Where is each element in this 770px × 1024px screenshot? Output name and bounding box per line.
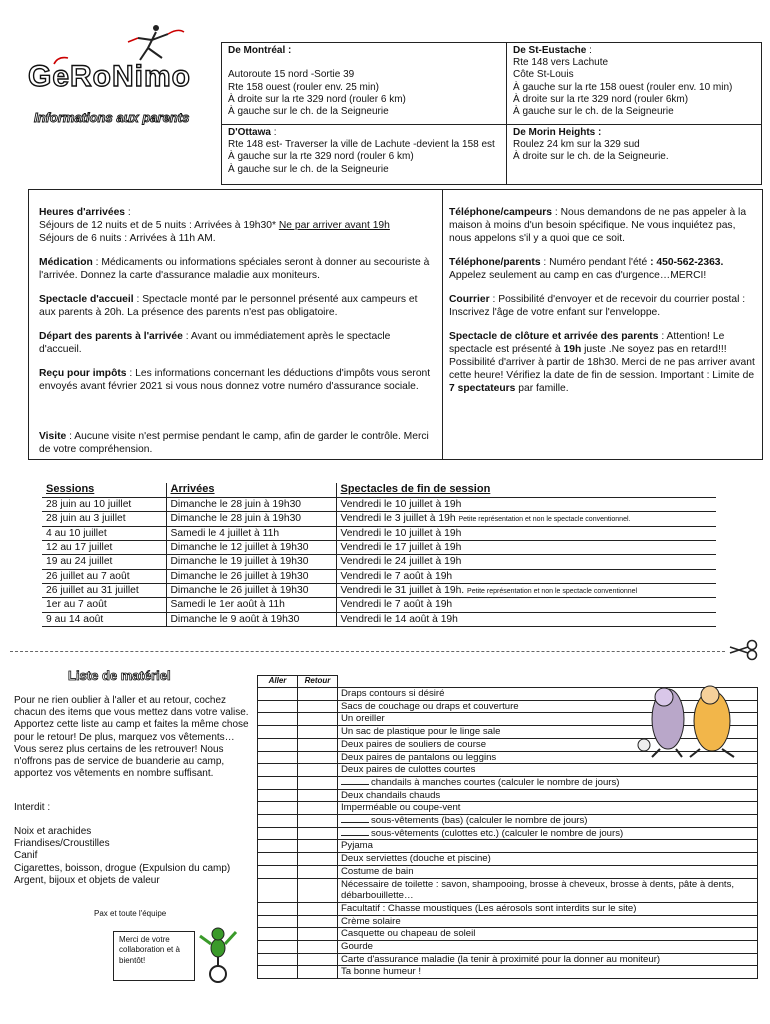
quantity-blank[interactable] (341, 784, 369, 785)
signature-line: Pax et toute l'équipe (94, 909, 167, 918)
checklist-row (258, 802, 758, 815)
checklist-row (258, 915, 758, 928)
info-medication (39, 257, 434, 283)
checklist-row (258, 928, 758, 941)
checklist-item: Deux paires de pantalons ou leggins (338, 751, 758, 764)
session-dates: 26 juillet au 31 juillet (42, 584, 166, 598)
info-phone-parents-text2: Appelez seulement au camp en cas d'urgence…MERCI! (449, 269, 707, 281)
session-row (42, 497, 716, 511)
checklist-header-retour: Retour (298, 676, 338, 688)
directions-table (221, 42, 762, 185)
session-arrival: Samedi le 1er août à 11h (166, 598, 336, 612)
session-show-time: Vendredi le 10 juillet à 19h (340, 498, 462, 510)
checklist-item: Imperméable ou coupe-vent (338, 802, 758, 815)
campers-cartoon-icon (630, 679, 750, 761)
checklist-item: Ta bonne humeur ! (338, 966, 758, 979)
info-mail-text: : Possibilité d'envoyer et de recevoir du courrier postal : Inscrivez l'âge de votre enfant sur l'enveloppe. (449, 293, 746, 318)
frog-unicycle-icon (196, 924, 242, 984)
logo-subtitle: Informations aux parents (34, 110, 190, 125)
checkbox-aller[interactable] (258, 902, 298, 915)
session-show-time: Vendredi le 14 août à 19h (340, 613, 458, 625)
checklist-item: Deux paires de culottes courtes (338, 764, 758, 777)
checklist-item: Deux paires de souliers de course (338, 738, 758, 751)
parent-info-box (28, 189, 763, 460)
info-closing-text1: : Attention! Le spectacle est présenté à (449, 330, 725, 355)
session-dates: 28 juin au 10 juillet (42, 497, 166, 511)
checkbox-retour[interactable] (298, 776, 338, 789)
info-departure-label: Départ des parents à l'arrivée (39, 330, 183, 342)
directions-st-eustache-title: De St-Eustache (513, 45, 587, 56)
info-phone-campers (449, 207, 758, 246)
checkbox-retour[interactable] (298, 688, 338, 701)
directions-montreal (222, 43, 507, 125)
info-phone-campers-label: Téléphone/campeurs (449, 207, 552, 218)
session-show (336, 598, 716, 612)
session-arrival: Dimanche le 28 juin à 19h30 (166, 497, 336, 511)
session-arrival: Dimanche le 12 juillet à 19h30 (166, 540, 336, 554)
info-phone-parents (449, 257, 758, 283)
session-dates: 4 au 10 juillet (42, 526, 166, 540)
checklist-item: Sacs de couchage ou draps et couverture (338, 700, 758, 713)
checkbox-retour[interactable] (298, 726, 338, 739)
checklist-item: Deux serviettes (douche et piscine) (338, 853, 758, 866)
info-closing-show (449, 331, 758, 396)
session-show (336, 569, 716, 583)
directions-st-eustache-suffix: : (586, 45, 592, 56)
session-row (42, 512, 716, 526)
session-dates: 1er au 7 août (42, 598, 166, 612)
checklist-row (258, 865, 758, 878)
cut-line (10, 651, 725, 652)
info-visit-text: : Aucune visite n'est permise pendant le camp, afin de garder le contrôle. Merci de votre compréhension. (39, 431, 429, 455)
info-closing-text3: par famille. (515, 382, 569, 394)
checklist-item: Costume de bain (338, 865, 758, 878)
session-show (336, 612, 716, 626)
checklist-row (258, 764, 758, 777)
checkbox-retour[interactable] (298, 700, 338, 713)
info-show-label: Spectacle d'accueil (39, 293, 134, 305)
session-show (336, 555, 716, 569)
checkbox-retour[interactable] (298, 802, 338, 815)
session-arrival: Dimanche le 28 juin à 19h30 (166, 512, 336, 526)
quantity-blank[interactable] (341, 835, 369, 836)
info-receipt-label: Reçu pour impôts (39, 367, 127, 379)
session-show-time: Vendredi le 3 juillet à 19h (340, 513, 456, 525)
checkbox-retour[interactable] (298, 865, 338, 878)
materials-intro: Pour ne rien oublier à l'aller et au retour, cochez chacun des items que vous mettez dans votre valise. Apportez cette liste au camp et faites la même chose pour le retour! De plus, marquez vos vêtements… Vous serez plus certains de les retrouver! Nous n'offrons pas de service de buanderie au camp, apportez vos vêtements en nombre suffisant. (14, 695, 249, 780)
sessions-header-shows: Spectacles de fin de session (336, 483, 716, 497)
session-show (336, 584, 716, 598)
checkbox-aller[interactable] (258, 865, 298, 878)
checkbox-aller[interactable] (258, 953, 298, 966)
checklist-row (258, 941, 758, 954)
session-row (42, 612, 716, 626)
info-arrivals-line2: Séjours de 6 nuits : Arrivées à 11h AM. (39, 232, 216, 244)
checklist-item: Un oreiller (338, 713, 758, 726)
sessions-table (42, 483, 716, 627)
directions-st-eustache-text: Rte 148 vers Lachute Côte St-Louis À gauche sur la rte 158 ouest (rouler env. 10 min) À droite sur la rte 329 nord (rouler 6km) À gauche sur le ch. de la Seigneurie (513, 57, 733, 117)
session-show-time: Vendredi le 24 juillet à 19h (340, 556, 462, 568)
info-mail (449, 294, 758, 320)
checkbox-aller[interactable] (258, 726, 298, 739)
checkbox-aller[interactable] (258, 827, 298, 840)
checkbox-aller[interactable] (258, 789, 298, 802)
checklist-row (258, 840, 758, 853)
checklist-row (258, 827, 758, 840)
directions-montreal-title: De Montréal : (228, 45, 292, 56)
checkbox-aller[interactable] (258, 764, 298, 777)
camp-logo (28, 14, 192, 125)
checkbox-retour[interactable] (298, 840, 338, 853)
session-note: Petite représentation et non le spectacle conventionnel. (458, 516, 631, 524)
session-arrival: Samedi le 4 juillet à 11h (166, 526, 336, 540)
info-phone-campers-text: : Nous demandons de ne pas appeler à la maison à moins d'un besoin spécifique. Ne vous inquiétez pas, nous appelons s'il y a quoi que ce soit. (449, 207, 747, 244)
checkbox-retour[interactable] (298, 915, 338, 928)
checklist-header-aller: Aller (258, 676, 298, 688)
checklist-item: Deux chandails chauds (338, 789, 758, 802)
checkbox-retour[interactable] (298, 815, 338, 828)
checkbox-aller[interactable] (258, 776, 298, 789)
info-departure (39, 331, 434, 357)
info-closing-text2: juste .Ne soyez pas en retard!!! Possibilité d'arriver à partir de 18h30. Merci de ne pas arriver avant cette heure! Vérifiez la date de fin de session. Important : Limite de (449, 343, 755, 381)
checklist-row (258, 853, 758, 866)
checklist-item: Un sac de plastique pour le linge sale (338, 726, 758, 739)
directions-morin-text: Roulez 24 km sur la 329 sud À droite sur le ch. de la Seigneurie. (513, 139, 669, 163)
session-row (42, 526, 716, 540)
info-receipt (39, 368, 434, 394)
checklist-item-text: sous-vêtements (culottes etc.) (calculer le nombre de jours) (371, 827, 624, 839)
checkbox-aller[interactable] (258, 751, 298, 764)
directions-ottawa-title: D'Ottawa (228, 127, 271, 138)
logo-brand: GeRoNimo (28, 60, 192, 93)
checkbox-aller[interactable] (258, 840, 298, 853)
session-dates: 28 juin au 3 juillet (42, 512, 166, 526)
info-show-text: : Spectacle monté par le personnel présenté aux campeurs et aux parents à 20h. La présence des parents n'est pas obligatoire. (39, 293, 418, 318)
sessions-header-arrivals: Arrivées (166, 483, 336, 497)
session-row (42, 598, 716, 612)
checkbox-aller[interactable] (258, 853, 298, 866)
info-phone-parents-text: : Numéro pendant l'été (540, 256, 651, 268)
checkbox-retour[interactable] (298, 827, 338, 840)
checklist-row (258, 815, 758, 828)
directions-montreal-text: Autoroute 15 nord -Sortie 39 Rte 158 ouest (rouler env. 25 min) À droite sur la rte 329 nord (rouler 6 km) À gauche sur le ch. de la Seigneurie (228, 69, 406, 117)
session-show (336, 497, 716, 511)
checkbox-retour[interactable] (298, 902, 338, 915)
quantity-blank[interactable] (341, 822, 369, 823)
checkbox-aller[interactable] (258, 802, 298, 815)
directions-ottawa-suffix: : (270, 127, 277, 138)
checklist-row (258, 789, 758, 802)
checkbox-retour[interactable] (298, 878, 338, 902)
info-departure-text: : Avant ou immédiatement après le spectacle d'accueil. (39, 330, 391, 355)
checklist-item: Pyjama (338, 840, 758, 853)
session-row (42, 555, 716, 569)
checklist-row (258, 953, 758, 966)
checkbox-retour[interactable] (298, 789, 338, 802)
checklist-item: Casquette ou chapeau de soleil (338, 928, 758, 941)
info-visit-label: Visite (39, 431, 67, 442)
checkbox-aller[interactable] (258, 688, 298, 701)
checkbox-aller[interactable] (258, 915, 298, 928)
checklist-row (258, 776, 758, 789)
info-closing-limit: 7 spectateurs (449, 382, 516, 394)
checkbox-aller[interactable] (258, 878, 298, 902)
checkbox-retour[interactable] (298, 953, 338, 966)
checkbox-aller[interactable] (258, 928, 298, 941)
phone-number: : 450-562-2363. (650, 256, 724, 268)
checkbox-aller[interactable] (258, 941, 298, 954)
session-show-time: Vendredi le 17 juillet à 19h (340, 541, 462, 553)
checkbox-aller[interactable] (258, 738, 298, 751)
checkbox-retour[interactable] (298, 966, 338, 979)
checkbox-retour[interactable] (298, 751, 338, 764)
session-show (336, 540, 716, 554)
info-closing-time: 19h (563, 343, 582, 355)
session-row (42, 540, 716, 554)
info-show (39, 294, 434, 320)
directions-morin-heights (507, 125, 762, 185)
info-medication-label: Médication (39, 256, 93, 268)
info-arrivals-warning: Ne par arriver avant 19h (278, 219, 390, 231)
checkbox-retour[interactable] (298, 738, 338, 751)
session-row (42, 584, 716, 598)
checkbox-aller[interactable] (258, 700, 298, 713)
info-medication-text: : Médicaments ou informations spéciales seront à donner au secouriste à l'arrivée. Donnez la carte d'assurance maladie aux moniteurs. (39, 256, 430, 281)
info-visit (39, 431, 439, 457)
checkbox-aller[interactable] (258, 966, 298, 979)
session-row (42, 569, 716, 583)
checklist-item: Crème solaire (338, 915, 758, 928)
session-note: Petite représentation et non le spectacle conventionnel (467, 588, 638, 595)
session-arrival: Dimanche le 19 juillet à 19h30 (166, 555, 336, 569)
session-show-time: Vendredi le 7 août à 19h (340, 599, 453, 611)
session-show-time: Vendredi le 31 juillet à 19h. (340, 585, 465, 596)
info-right-column (443, 190, 764, 407)
checkbox-aller[interactable] (258, 713, 298, 726)
checklist-item (338, 827, 758, 840)
checkbox-retour[interactable] (298, 928, 338, 941)
checklist-item-text: chandails à manches courtes (calculer le nombre de jours) (371, 776, 620, 788)
directions-ottawa-text: Rte 148 est- Traverser la ville de Lachute -devient la 158 est À gauche sur la rte 329 nord (rouler 6 km) À gauche sur le ch. de la Seigneurie (228, 139, 495, 175)
directions-st-eustache (507, 43, 762, 125)
info-phone-parents-label: Téléphone/parents (449, 256, 541, 268)
info-closing-label: Spectacle de clôture et arrivée des parents (449, 330, 659, 342)
session-dates: 9 au 14 août (42, 612, 166, 626)
checklist-row (258, 966, 758, 979)
checkbox-retour[interactable] (298, 853, 338, 866)
directions-morin-title: De Morin Heights : (513, 127, 602, 138)
session-arrival: Dimanche le 26 juillet à 19h30 (166, 569, 336, 583)
checklist-row (258, 902, 758, 915)
session-arrival: Dimanche le 26 juillet à 19h30 (166, 584, 336, 598)
checklist-item-text: sous-vêtements (bas) (calculer le nombre de jours) (371, 815, 588, 827)
info-mail-label: Courrier (449, 293, 490, 305)
checklist-item (338, 815, 758, 828)
checklist-item: Draps contours si désiré (338, 688, 758, 701)
info-receipt-text: : Les informations concernant les déductions d'impôts vous seront envoyés avant février 2021 si vous nous donnez votre numéro d'assurance sociale. (39, 367, 431, 392)
checklist-item: Gourde (338, 941, 758, 954)
info-arrivals (39, 207, 434, 246)
forbidden-label: Interdit : (14, 802, 51, 813)
session-show (336, 512, 716, 526)
directions-ottawa (222, 125, 507, 185)
forbidden-list: Noix et arachides Friandises/Croustilles Canif Cigarettes, boisson, drogue (Expulsion du camp) Argent, bijoux et objets de valeur (14, 826, 231, 886)
checklist-item: Nécessaire de toilette : savon, shampooing, brosse à cheveux, brosse à dents, pâte à dents, débarbouillette… (338, 878, 758, 902)
thanks-box: Merci de votre collaboration et à bientôt! (113, 931, 195, 981)
checkbox-retour[interactable] (298, 713, 338, 726)
session-dates: 26 juillet au 7 août (42, 569, 166, 583)
session-show (336, 526, 716, 540)
sessions-header-row (42, 483, 716, 497)
session-show-time: Vendredi le 10 juillet à 19h (340, 527, 462, 539)
materials-title: Liste de matériel (68, 668, 171, 683)
session-show-time: Vendredi le 7 août à 19h (340, 570, 453, 582)
session-dates: 12 au 17 juillet (42, 540, 166, 554)
info-arrivals-label: Heures d'arrivées (39, 207, 126, 218)
session-arrival: Dimanche le 9 août à 19h30 (166, 612, 336, 626)
checklist-row (258, 878, 758, 902)
checklist-item: Facultatif : Chasse moustiques (Les aérosols sont interdits sur le site) (338, 902, 758, 915)
scissors-icon (728, 638, 758, 662)
checkbox-aller[interactable] (258, 815, 298, 828)
sessions-header-sessions: Sessions (42, 483, 166, 497)
checkbox-retour[interactable] (298, 764, 338, 777)
checklist-item: Carte d'assurance maladie (la tenir à proximité pour la donner au moniteur) (338, 953, 758, 966)
session-dates: 19 au 24 juillet (42, 555, 166, 569)
info-left-column (29, 190, 443, 459)
checklist-item (338, 776, 758, 789)
checkbox-retour[interactable] (298, 941, 338, 954)
info-arrivals-line1: : Séjours de 12 nuits et de 5 nuits : Arrivées à 19h30* (39, 207, 276, 231)
